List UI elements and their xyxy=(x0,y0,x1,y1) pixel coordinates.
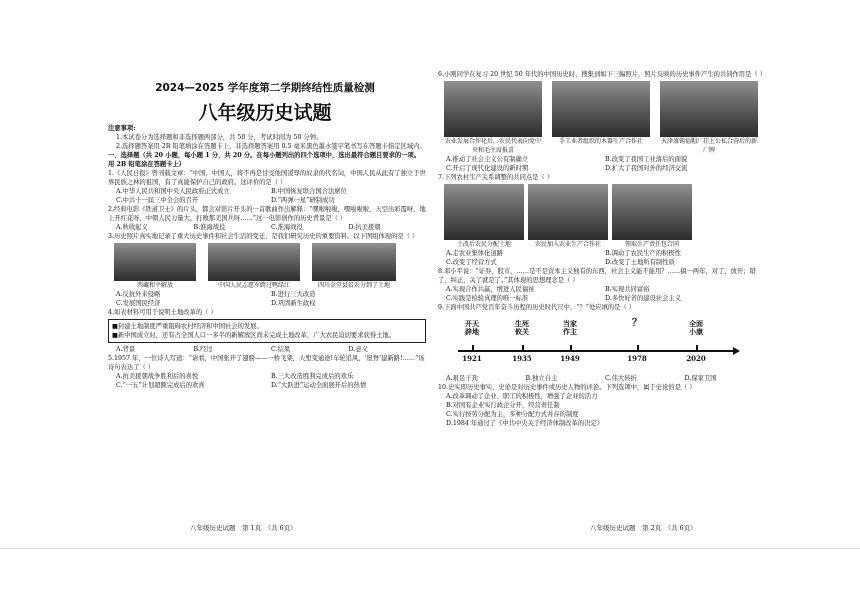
option-b: B.实现共同富裕 xyxy=(605,286,650,293)
timeline-arrow-icon xyxy=(733,347,740,355)
option-d: D.“大跃进”运动全面展开后的热情 xyxy=(271,382,367,389)
timeline-label: ？ xyxy=(632,318,642,329)
option-d: D.1984 年通过了《中共中央关于经济体制改革的决定》 xyxy=(446,420,604,427)
material-line: ■封建土地制度严重阻碍农村经济和中国社会的发展。 xyxy=(112,323,263,330)
option-b: B.改变了我国工业落后的面貌 xyxy=(605,156,688,163)
question-3 xyxy=(108,232,426,308)
question-1 xyxy=(108,169,426,205)
photo-caption: 土改后农民分配土地 xyxy=(456,241,511,248)
photo-farmers-report xyxy=(444,81,542,137)
timeline-tick xyxy=(472,345,474,351)
photo-caption: 天津盛锡福帽厂挂上公私合营后的新厂牌 xyxy=(660,138,757,154)
photo-join-cooperative xyxy=(528,184,608,240)
section-heading: 一、选择题（共 20 小题，每小题 1 分，共 20 分。在每小题列出的四个选项中，选出最符合题目要求的一项。用 2B 铅笔涂在答题卡上） xyxy=(108,152,421,168)
note-1: 1.本试卷分为选择题和非选择题两部分，共 50 分，考试时间为 50 分钟。 xyxy=(116,134,323,141)
option-c: C.开启了现代化建设的新时期 xyxy=(446,165,529,172)
question-4 xyxy=(108,308,426,354)
timeline-year: 1921 xyxy=(462,354,482,363)
photo-caption: 领取生产责任包合同 xyxy=(624,241,679,248)
option-c: C.结果 xyxy=(271,346,291,353)
option-a: A.中华人民共和国中央人民政府正式成立 xyxy=(116,188,230,195)
option-b: B.经过 xyxy=(193,346,213,353)
note-2: 2.选择题答案用 2B 铅笔填涂在答题卡上，非选择题答案用 0.5 毫米黑色墨水签字笔书写在答题卡指定区域内。 xyxy=(116,143,426,150)
exam-year-title: 2024—2025 学年度第二学期终结性质量检测 xyxy=(155,82,375,94)
option-a: A.艰足干劲 xyxy=(446,375,478,382)
option-b: B.中国恢复联合国合法席位 xyxy=(271,188,347,195)
option-a: A.秋收起义 xyxy=(116,224,148,231)
question-5 xyxy=(108,354,426,390)
timeline-tick xyxy=(637,345,639,351)
timeline-label: 当家 作主 xyxy=(563,319,577,336)
option-c: C.改变了经营方式 xyxy=(446,259,497,266)
option-a: A.走农业集体化道路 xyxy=(446,250,503,257)
photo-caption: 中国人民志愿军跨过鸭绿江 xyxy=(217,282,290,289)
question-stem: 5.1957 年，一位诗人写道：“请看，中国张开了翅膀——一桥飞架，天堑变通途!车轮追风，‘屋脊’建新路!……”该诗句表达了（ ） xyxy=(108,355,425,371)
question-stem: 2.经典电影《铁道卫士》的片头，都会对影片开头的一首歌曲作出解释：“嘿啦啦啦，嘿啦啦啦，天空出彩霞呀，地上开红花呀，中朝人民力量大，打败那美国兵呀……”这一电影创作的历史背景是（ ） xyxy=(108,206,426,222)
question-stem: 7.下列农村生产关系调整的共同点是（ ） xyxy=(438,174,554,181)
timeline-year: 1978 xyxy=(627,354,647,363)
timeline-year: 2020 xyxy=(686,354,706,363)
photo-caption: 农业发展合作化后，农民代表向党中央和毛主席报喜 xyxy=(444,138,541,154)
option-c: C.中共十一届三中全会的召开 xyxy=(116,197,199,204)
photo-land-reform xyxy=(312,243,396,281)
question-10 xyxy=(438,383,764,428)
option-b: B.对国有企业实行政企分开，经营责任制 xyxy=(446,402,560,409)
option-d: D.“两弹一星”研制成功 xyxy=(271,197,335,204)
option-b: B.淮海战役 xyxy=(193,224,226,231)
left-page xyxy=(108,124,426,390)
option-c: C.淮海战役 xyxy=(271,224,303,231)
timeline-year: 1949 xyxy=(560,354,580,363)
question-2 xyxy=(108,205,426,232)
material-box xyxy=(108,319,426,343)
question-9 xyxy=(438,303,764,383)
question-stem: 1.《人民日报》曾刊载文章：“中国，中国人，将不再是甘受他国凌辱的奴隶的代名词，中国人民从此有了独立于世界民族之林的祖国，有了真能保护自己的政府。这评价的是（ ） xyxy=(108,170,426,186)
option-a: A.抗美援朝战争胜利后的喜悦 xyxy=(116,373,199,380)
timeline-label: 开天 辟地 xyxy=(465,319,479,336)
option-c: C.实行按劳分配为主，多种分配方式并存的制度 xyxy=(446,411,579,418)
option-b: B.调动了农民生产的积极性 xyxy=(605,250,681,257)
option-d: D.扩大了我国对外的经济交流 xyxy=(605,165,688,172)
page-edge-divider xyxy=(0,548,860,549)
notes-heading: 注意事项: xyxy=(108,125,136,132)
question-stem: 6.小刚同学在复习 20 世纪 50 年代的中国历史时，搜集到如下三幅照片，照片反映的历史事件产生的共同作用是（ ） xyxy=(438,71,766,78)
option-d: D.抗美援朝 xyxy=(348,224,381,231)
photo-yalu-river xyxy=(208,243,300,281)
option-d: D.巩固新生政权 xyxy=(271,300,316,307)
question-stem: 4.如表材料可用于说明土地改革的（ ） xyxy=(108,309,217,316)
material-line: ■新中国成立时，还有占全国人口一多半的新解放区尚未完成土地改革，广大农民迫切要求获得土地。 xyxy=(112,332,396,339)
footer-right: 八年级历史试题 第 2页 （共 6页） xyxy=(590,524,697,532)
photo-cooperative xyxy=(552,81,650,137)
option-b: B.三大改造胜利完成后的欢乐 xyxy=(271,373,354,380)
timeline-axis xyxy=(458,350,734,352)
photo-caption: 手工业者组织的木器生产合作社 xyxy=(558,138,643,145)
timeline-tick xyxy=(570,345,572,351)
question-stem: 3.历史照片真实地记录了重大历史事件和社会生活的变迁，是我们研究历史的重要资料。以下图组体现的是（ ） xyxy=(108,233,419,240)
option-d: D.保家卫国 xyxy=(684,375,717,382)
history-timeline xyxy=(438,314,764,374)
photo-hat-factory xyxy=(660,81,758,137)
question-8 xyxy=(438,267,764,303)
photo-tibet xyxy=(114,243,196,281)
right-page xyxy=(438,70,764,428)
question-6 xyxy=(438,70,764,173)
photo-caption: 四川金堂县贫农分到了土地 xyxy=(317,282,390,289)
option-c: C.“一五”计划超额完成后的欢喜 xyxy=(116,382,205,389)
option-a: A.实现合作共赢，增进人民福祉 xyxy=(446,286,535,293)
timeline-label: 全面 小康 xyxy=(689,319,703,336)
option-a: A.改革调动了企业、职工的积极性，增强了企业的活力 xyxy=(446,393,598,400)
option-d: D.多快好省的建设社会主义 xyxy=(605,295,682,302)
option-c: C.伟大转折 xyxy=(605,375,637,382)
photo-caption: 农民加入农业生产合作社 xyxy=(534,241,601,248)
timeline-label: 生死 攸关 xyxy=(515,319,529,336)
option-a: A.背景 xyxy=(116,346,136,353)
question-stem: 8.邓小平说：“证券、股市，……是不是资本主义独有的东西，社会主义能不能用？……搞一两年，对了，放开；错了，纠正，关了就是了。”其体现的思想理念是（ ） xyxy=(438,268,756,284)
footer-left: 八年级历史试题 第 1页 （共 6页） xyxy=(190,524,297,532)
option-b: B.进行三大改造 xyxy=(271,291,316,298)
timeline-tick xyxy=(522,345,524,351)
timeline-tick xyxy=(696,345,698,351)
option-a: A.推动了社会主义公有制确立 xyxy=(446,156,529,163)
option-c: C.发展国民经济 xyxy=(116,300,161,307)
question-stem: 10.史实即历史事实，史论是对历史事件或历史人物的评论。下列选项中，属于史论的是（ ） xyxy=(438,384,696,391)
photo-caption: 西藏和平解放 xyxy=(136,282,173,289)
timeline-year: 1935 xyxy=(512,354,532,363)
exam-main-title: 八年级历史试题 xyxy=(198,102,332,124)
option-d: D.意义 xyxy=(348,346,368,353)
photo-land-distribution xyxy=(444,184,524,240)
option-b: B.独立自主 xyxy=(525,375,558,382)
photo-responsibility-contract xyxy=(612,184,692,240)
question-7 xyxy=(438,173,764,267)
question-stem: 9.下面中国共产党百年奋斗历程的历史时代尺中，“？”处应填的是（ ） xyxy=(438,304,636,311)
option-a: A.反抗外来侵略 xyxy=(116,291,161,298)
option-c: C.实践是检验真理的唯一标准 xyxy=(446,295,529,302)
option-d: D.改变了土地所有制性质 xyxy=(605,259,675,266)
